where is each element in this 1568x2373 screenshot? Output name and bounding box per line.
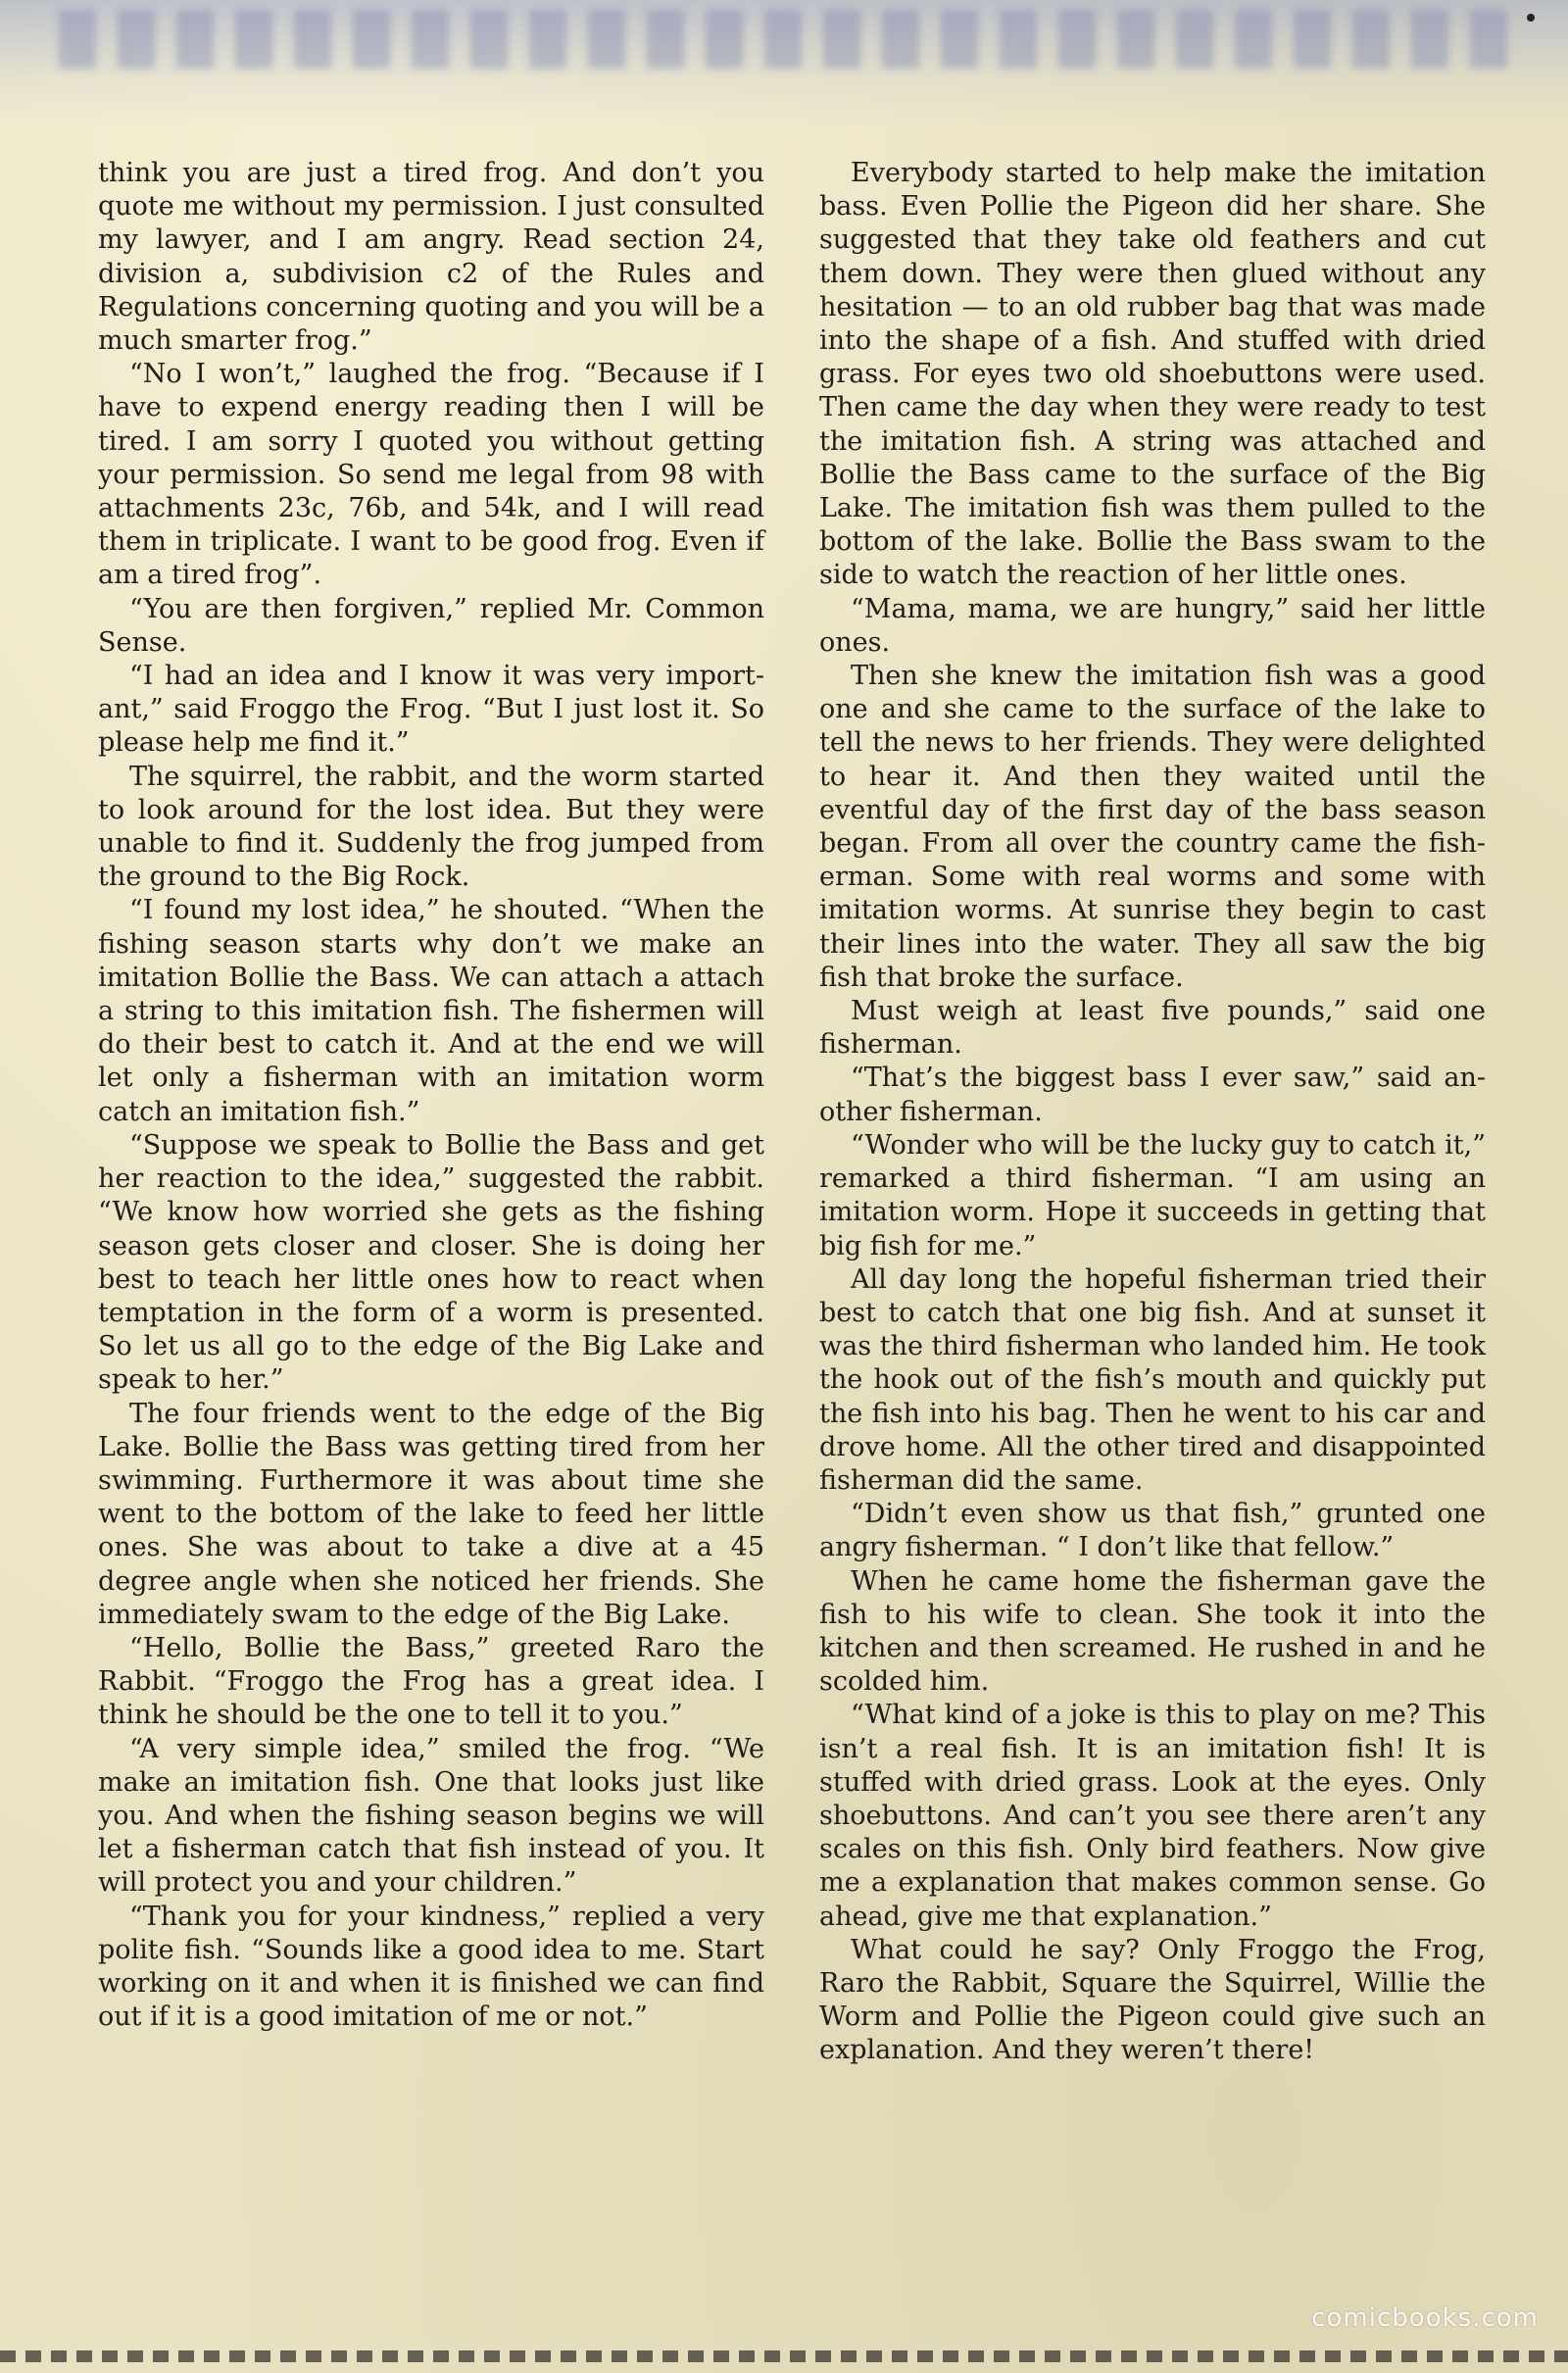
paragraph: “Didn’t even show us that fish,” grunted one angry fisherman. “ I don’t like that fellow.” <box>819 1499 1486 1563</box>
paragraph: “Mama, mama, we are hungry,” said her little ones. <box>819 593 1486 658</box>
paragraph: “A very simple idea,” smiled the frog. “We make an imitation fish. One that looks just like you. And when the fishing season begins we will let a fisherman catch that fish instead of you. It will protect you and your children.” <box>98 1733 764 1899</box>
paragraph: “Wonder who will be the lucky guy to catch it,” remarked a third fisherman. “I am using an imitation worm. Hope it succeeds in getting that big fish for me.” <box>819 1129 1486 1261</box>
paragraph: “That’s the biggest bass I ever saw,” said another fisherman. <box>819 1063 1486 1127</box>
paragraph: The squirrel, the rabbit, and the worm started to look around for the lost idea. But they were unable to find it. Suddenly the frog jumped from the ground to the Big Rock. <box>98 761 764 893</box>
paragraph: Then she knew the imitation fish was a good one and she came to the surface of the lake to tell the news to her friends. They were delighted to hear it. And then they waited until the eventful day of the first day of the bass season began. From all over the country came the fisherman. Some with real worms and some with imitation worms. At sunrise they begin to cast their lines into the water. They all saw the big fish that broke the surface. <box>819 661 1486 993</box>
top-bleed-through <box>0 0 1568 127</box>
paragraph: think you are just a tired frog. And don’t you quote me without my permission. I just consulted my lawyer, and I am angry. Read section 24, division a, subdivision c2 of the Rules and Regulations concerning quoting and you will be a much smarter frog.” <box>98 158 764 357</box>
paragraph: “What kind of a joke is this to play on me? This isn’t a real fish. It is an imitation fish! It is stuffed with dried grass. Look at the eyes. Only shoebuttons. And can’t you see there aren’t any scales on this fish. Only bird feathers. Now give me a explanation that makes common sense. Go ahead, give me that explanation.” <box>819 1700 1486 1932</box>
paragraph: All day long the hopeful fisherman tried their best to catch that one big fish. And at sunset it was the third fisherman who landed him. He took the hook out of the fish’s mouth and quickly put the fish into his bag. Then he went to his car and drove home. All the other tired and disappointed fisherman did the same. <box>819 1263 1486 1496</box>
paragraph: “Suppose we speak to Bollie the Bass and get her reaction to the idea,” suggested the rabbit. “We know how worried she gets as the fishing season gets closer and closer. She is doing her best to teach her little ones how to react when temptation in the form of a worm is presented. So let us all go to the edge of the Big Lake and speak to her.” <box>98 1129 764 1396</box>
paragraph: “Hello, Bollie the Bass,” greeted Raro the Rabbit. “Froggo the Frog has a great idea. I think he should be the one to tell it to you.” <box>98 1632 764 1731</box>
ghost-print <box>59 10 1509 69</box>
paragraph: “Thank you for your kindness,” replied a very polite fish. “Sounds like a good idea to me. Start working on it and when it is finished we can find out if it is a good imitation of me or not.” <box>98 1901 764 2033</box>
paragraph: “I found my lost idea,” he shouted. “When the fishing season starts why don’t we make an imitation Bollie the Bass. We can attach a attach a string to this imitation fish. The fishermen will do their best to catch it. And at the end we will let only a fisherman with an imitation worm catch an imitation fish.” <box>98 895 764 1127</box>
paragraph: “You are then forgiven,” replied Mr. Common Sense. <box>98 593 764 658</box>
left-text-column <box>98 157 764 2034</box>
paragraph: Must weigh at least five pounds,” said one fisherman. <box>819 996 1486 1061</box>
paragraph: “I had an idea and I know it was very important,” said Froggo the Frog. “But I just lost it. So please help me find it.” <box>98 661 764 759</box>
right-text-column <box>819 157 1486 2068</box>
paragraph: When he came home the fisherman gave the fish to his wife to clean. She took it into the kitchen and then screamed. He rushed in and he scolded him. <box>819 1565 1486 1698</box>
corner-mark <box>1527 14 1535 22</box>
paragraph: The four friends went to the edge of the Big Lake. Bollie the Bass was getting tired from her swimming. Furthermore it was about time she went to the bottom of the lake to feed her little ones. She was about to take a dive at a 45 degree angle when she noticed her friends. She immediately swam to the edge of the Big Lake. <box>98 1398 764 1630</box>
bottom-edge-dashes <box>0 2350 1568 2362</box>
watermark-text: comicbooks.com <box>1311 2303 1539 2333</box>
paragraph: Everybody started to help make the imitation bass. Even Pollie the Pigeon did her share. She suggested that they take old feathers and cut them down. They were then glued without any hesitation — to an old rubber bag that was made into the shape of a fish. And stuffed with dried grass. For eyes two old shoebuttons were used. Then came the day when they were ready to test the imitation fish. A string was attached and Bollie the Bass came to the surface of the Big Lake. The imitation fish was them pulled to the bottom of the lake. Bollie the Bass swam to the side to watch the reaction of her little ones. <box>819 158 1486 591</box>
paragraph: What could he say? Only Froggo the Frog, Raro the Rabbit, Square the Squirrel, Willie the Worm and Pollie the Pigeon could give such an explanation. And they weren’t there! <box>819 1934 1486 2066</box>
paragraph: “No I won’t,” laughed the frog. “Because if I have to expend energy reading then I will be tired. I am sorry I quoted you without getting your permission. So send me legal from 98 with attachments 23c, 76b, and 54k, and I will read them in triplicate. I want to be good frog. Even if am a tired frog”. <box>98 359 764 591</box>
